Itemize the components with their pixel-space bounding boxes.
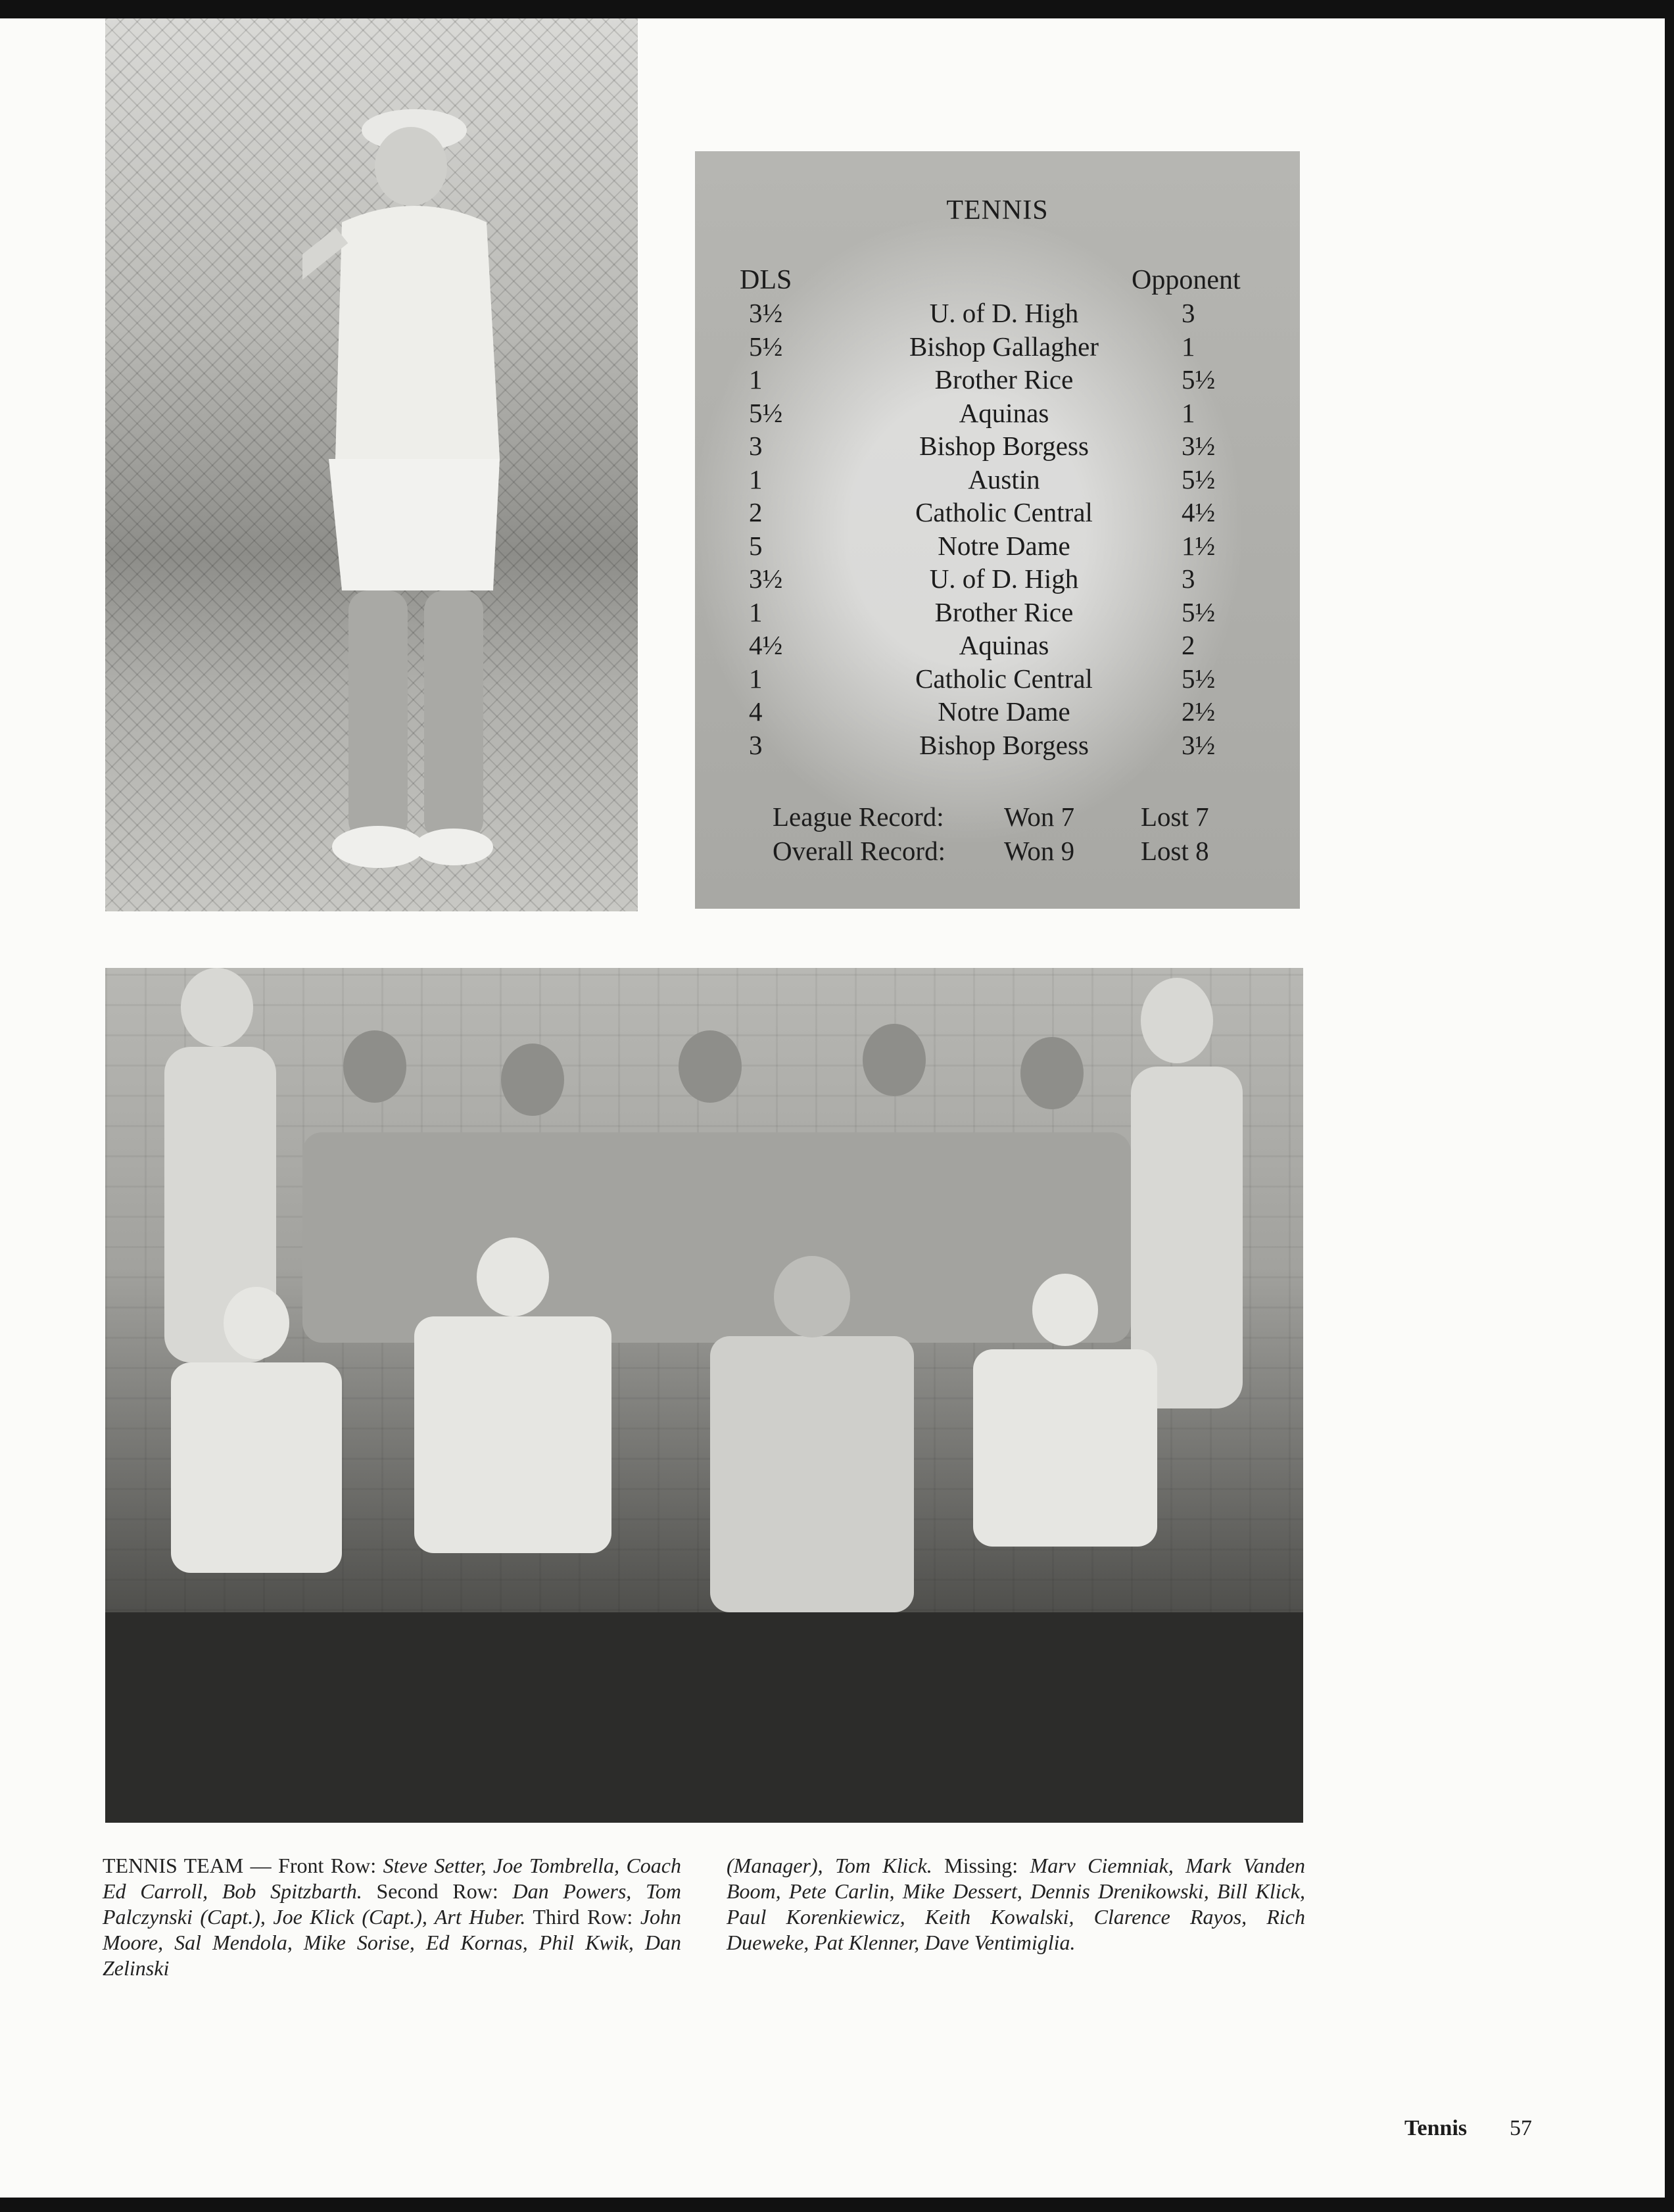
match-row: [695, 331, 1300, 364]
overall-record-lost: Lost 8: [1141, 836, 1209, 866]
dls-score: 1: [749, 464, 763, 494]
match-row: [695, 397, 1300, 431]
match-row: [695, 729, 1300, 763]
column-header-opponent: Opponent: [1132, 265, 1241, 295]
opponent-name: Austin: [968, 464, 1040, 494]
overall-record-won: Won 9: [1004, 836, 1075, 866]
opponent-name: Brother Rice: [934, 596, 1074, 627]
opponent-score: 5½: [1182, 364, 1216, 395]
dls-score: 4½: [749, 630, 783, 660]
scan-top-border: [0, 0, 1674, 18]
match-row: [695, 297, 1300, 331]
footer-section-label: Tennis: [1404, 2116, 1468, 2140]
caption-missing-names: Marv Ciemniak, Mark Vanden Boom, Pete Carlin, Mike Dessert, Dennis Drenikowski, Bill Klick, Paul Korenkiewicz, Keith Kowalski, Clarence Rayos, Rich Dueweke, Pat Klenner, Dave Ventimiglia.: [727, 1854, 1306, 1954]
dls-score: 3½: [749, 564, 783, 594]
match-row: [695, 430, 1300, 464]
page-number: 57: [1510, 2116, 1532, 2140]
opponent-score: 4½: [1182, 497, 1216, 527]
dls-score: 2: [749, 497, 763, 527]
opponent-score: 5½: [1182, 596, 1216, 627]
opponent-score: 2½: [1182, 696, 1216, 727]
match-row: [695, 596, 1300, 630]
dls-score: 3: [749, 431, 763, 461]
opponent-name: Bishop Gallagher: [909, 331, 1099, 362]
dls-score: 3½: [749, 298, 783, 328]
table-title: TENNIS: [946, 195, 1049, 226]
opponent-score: 3½: [1182, 431, 1216, 461]
opponent-score: 3½: [1182, 729, 1216, 760]
match-row: [695, 663, 1300, 696]
opponent-name: Brother Rice: [934, 364, 1074, 395]
team-silhouettes: [105, 968, 1303, 1823]
dls-score: 5: [749, 530, 763, 561]
opponent-score: 2: [1182, 630, 1195, 660]
match-row: [695, 530, 1300, 564]
tennis-results-table: [695, 151, 1300, 909]
match-rows: [695, 297, 1300, 762]
caption-missing-label: Missing:: [932, 1854, 1030, 1877]
opponent-name: Catholic Central: [915, 497, 1093, 527]
opponent-name: U. of D. High: [929, 298, 1079, 328]
caption-third-names-continued: (Manager), Tom Klick.: [727, 1854, 932, 1877]
overall-record-label: Overall Record:: [773, 836, 945, 866]
match-row: [695, 696, 1300, 729]
league-record-label: League Record:: [773, 802, 944, 832]
match-row: [695, 563, 1300, 596]
caption-right-column: [727, 1853, 1305, 1956]
caption-third-label: Third Row:: [525, 1905, 640, 1929]
opponent-score: 3: [1182, 564, 1195, 594]
opponent-name: Aquinas: [959, 397, 1049, 428]
opponent-score: 5½: [1182, 663, 1216, 694]
caption-heading: TENNIS TEAM —: [103, 1854, 279, 1877]
scan-bottom-border: [0, 2198, 1674, 2212]
match-row: [695, 496, 1300, 530]
league-record-lost: Lost 7: [1141, 802, 1209, 832]
opponent-score: 3: [1182, 298, 1195, 328]
player-silhouette: [302, 91, 519, 880]
opponent-name: Bishop Borgess: [919, 729, 1089, 760]
opponent-score: 1: [1182, 397, 1195, 428]
scan-right-border: [1665, 0, 1674, 2212]
opponent-score: 1: [1182, 331, 1195, 362]
opponent-name: Aquinas: [959, 630, 1049, 660]
league-record-won: Won 7: [1004, 802, 1075, 832]
opponent-score: 5½: [1182, 464, 1216, 494]
dls-score: 5½: [749, 331, 783, 362]
match-row: [695, 464, 1300, 497]
opponent-score: 1½: [1182, 530, 1216, 561]
opponent-name: U. of D. High: [929, 564, 1079, 594]
dls-score: 4: [749, 696, 763, 727]
match-row: [695, 629, 1300, 663]
caption-front-label: Front Row:: [278, 1854, 383, 1877]
caption-third-names: John Moore, Sal Mendola, Mike Sorise, Ed Kornas, Phil Kwik, Dan Zelinski: [103, 1905, 682, 1980]
opponent-name: Notre Dame: [938, 696, 1070, 727]
caption-second-names: Dan Powers, Tom Palczynski (Capt.), Joe Klick (Capt.), Art Huber.: [103, 1879, 682, 1929]
caption-left-column: [103, 1853, 681, 1981]
tennis-team-photo: [105, 968, 1303, 1823]
dls-score: 1: [749, 596, 763, 627]
match-row: [695, 364, 1300, 397]
dls-score: 1: [749, 364, 763, 395]
dls-score: 3: [749, 729, 763, 760]
dls-score: 5½: [749, 397, 783, 428]
opponent-name: Bishop Borgess: [919, 431, 1089, 461]
caption-front-names: Steve Setter, Joe Tombrella, Coach Ed Carroll, Bob Spitzbarth.: [103, 1854, 682, 1903]
caption-second-label: Second Row:: [362, 1879, 513, 1903]
opponent-name: Catholic Central: [915, 663, 1093, 694]
column-header-dls: DLS: [740, 265, 792, 295]
tennis-player-photo: [105, 18, 638, 911]
dls-score: 1: [749, 663, 763, 694]
opponent-name: Notre Dame: [938, 530, 1070, 561]
